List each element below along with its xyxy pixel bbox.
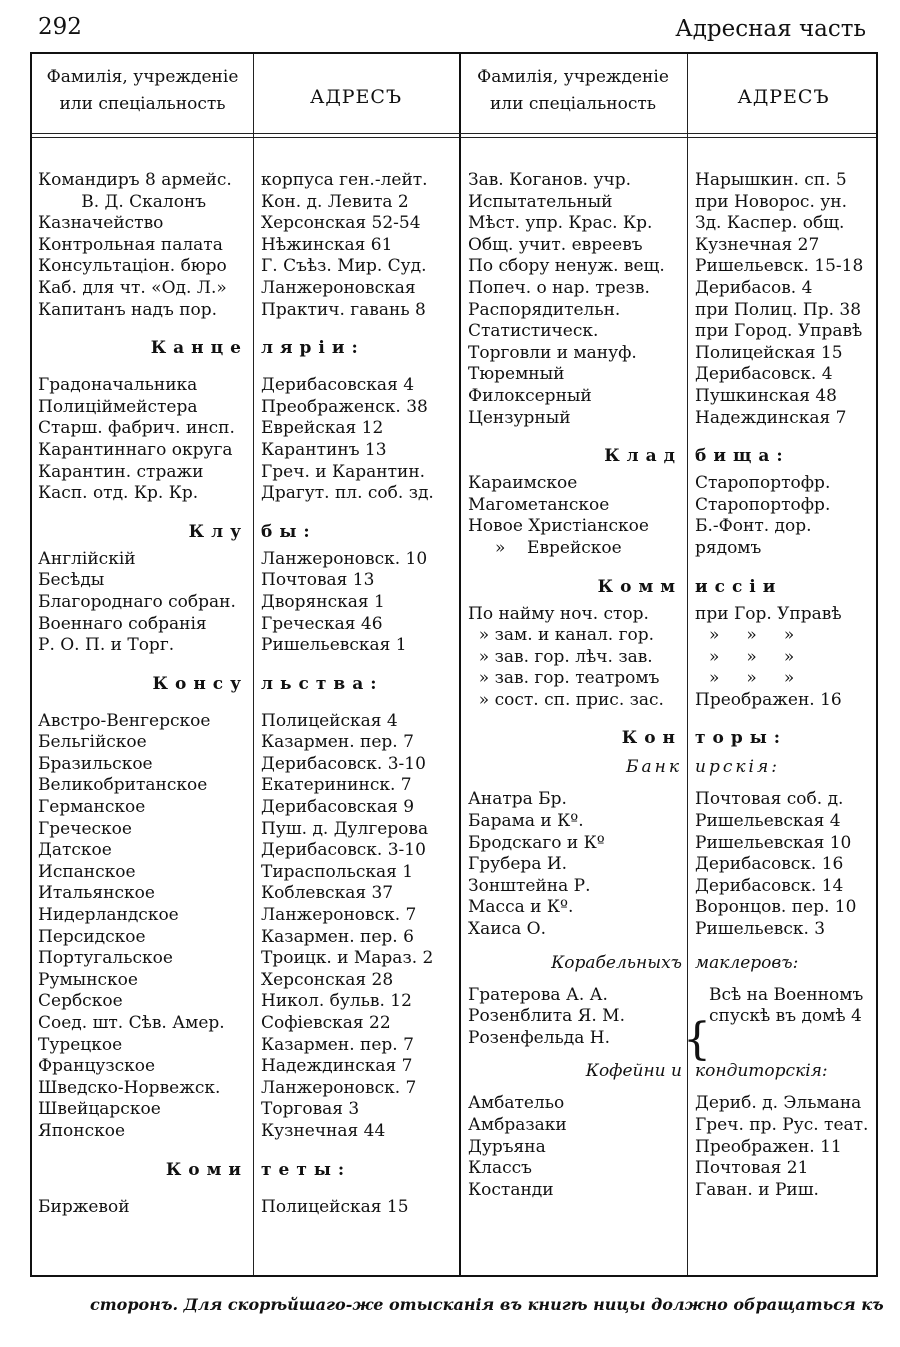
entry-name: Цензурный xyxy=(468,407,571,428)
entry-address: Преображен. 11 xyxy=(695,1136,842,1157)
entry-address: Надеждинская 7 xyxy=(261,1056,413,1077)
entry-address: Драгут. пл. соб. зд. xyxy=(261,483,434,504)
entry-address: Пуш. д. Дулгерова xyxy=(261,818,429,839)
subsection-heading: Кофейни и xyxy=(585,1061,682,1082)
entry-address: Старопортофр. xyxy=(695,473,831,494)
entry-name: Амбразаки xyxy=(468,1115,567,1135)
section-heading: торы: xyxy=(695,728,788,749)
section-heading: иссіи xyxy=(695,576,783,597)
entry-address: Ришельевск. 3 xyxy=(695,919,826,940)
entry-address: Ришельевская 1 xyxy=(261,635,407,656)
name-column-header: Фамилія, учрежденіе или спеціальность xyxy=(477,67,669,114)
section-heading: ляріи: xyxy=(261,338,365,359)
entry-address: Ришельевская 10 xyxy=(695,832,852,853)
entry-name: Англійскій xyxy=(38,548,136,569)
section-heading: Канце xyxy=(150,338,248,359)
grouping-brace: { xyxy=(683,1014,711,1065)
entry-address: Дерибасовск. 4 xyxy=(695,364,833,385)
entry-name: Караимское xyxy=(468,473,578,494)
entry-address: Ланжероновск. 7 xyxy=(261,1077,417,1098)
address-column-header: АДРЕСЪ xyxy=(737,86,830,108)
entry-name: Биржевой xyxy=(38,1196,130,1217)
entry-name: По сбору ненуж. вещ. xyxy=(468,256,665,277)
entry-address: Софіевская 22 xyxy=(261,1013,391,1033)
entry-address: Б.-Фонт. дор. xyxy=(695,516,812,537)
entry-address: Полицейская 15 xyxy=(261,1196,409,1217)
entry-name: Испанское xyxy=(38,861,136,882)
entry-name: Классъ xyxy=(468,1158,532,1179)
entry-address: Почтовая соб. д. xyxy=(695,789,844,810)
entry-address: Кузнечная 27 xyxy=(695,234,820,255)
entry-name: Статистическ. xyxy=(468,321,599,342)
subsection-heading: Корабельныхъ xyxy=(551,952,682,973)
entry-address: Почтовая 21 xyxy=(695,1158,809,1179)
entry-name: В. Д. Скалонъ xyxy=(38,191,207,212)
entry-name: Филоксерный xyxy=(468,385,592,406)
entry-name: Греческое xyxy=(38,818,132,839)
section-heading: бы: xyxy=(261,521,317,542)
entry-address: » » » xyxy=(709,646,795,667)
entry-address: Преображен. 16 xyxy=(695,689,842,710)
entry-name: Карантин. стражи xyxy=(38,461,204,482)
entry-name: Казначейство xyxy=(38,213,164,234)
section-heading: Консу xyxy=(152,673,248,694)
entry-name: Розенблита Я. М. xyxy=(468,1006,625,1027)
entry-name: Барама и Кº. xyxy=(468,811,584,832)
center-divider xyxy=(459,54,461,1275)
entry-name: Капитанъ надъ пор. xyxy=(38,299,218,320)
entry-address: спускѣ въ домѣ 4 xyxy=(709,1006,862,1027)
entry-address: Дерибасовская 4 xyxy=(261,375,415,396)
entry-name: Датское xyxy=(38,840,112,861)
entry-address: Дерибасов. 4 xyxy=(695,277,813,298)
section-heading: Кон xyxy=(621,728,682,749)
entry-address: Казармен. пер. 7 xyxy=(261,1034,414,1055)
entry-address: Гаван. и Риш. xyxy=(695,1179,819,1200)
entry-name: » зав. гор. лѣч. зав. xyxy=(468,646,653,667)
entry-name: Новое Христіанское xyxy=(468,516,649,537)
entry-address: Ришельевская 4 xyxy=(695,811,841,832)
entry-name: Касп. отд. Кр. Кр. xyxy=(38,483,199,504)
entry-name: Японское xyxy=(38,1120,126,1141)
entry-name: Каб. для чт. «Од. Л.» xyxy=(38,277,227,298)
entry-name: Гратерова А. А. xyxy=(468,984,608,1005)
entry-address xyxy=(695,1028,877,1050)
entry-address: Всѣ на Военномъ xyxy=(709,984,864,1005)
entry-address: Торговая 3 xyxy=(261,1099,360,1120)
entry-name: Сербское xyxy=(38,991,123,1012)
entry-name: Шведско-Норвежск. xyxy=(38,1077,221,1098)
subsection-heading: ирскія: xyxy=(695,757,780,778)
entry-address: Тираспольская 1 xyxy=(261,861,414,882)
entry-address: при Новорос. ун. xyxy=(695,191,847,212)
entry-address: Пушкинская 48 xyxy=(695,385,837,406)
entry-name: Зав. Коганов. учр. xyxy=(468,170,632,190)
left-names-column xyxy=(38,170,248,1218)
entry-address: рядомъ xyxy=(695,537,762,558)
entry-name: Р. О. П. и Торг. xyxy=(38,635,175,656)
column-divider xyxy=(687,54,688,1275)
directory-table xyxy=(30,52,878,1277)
entry-name: Попеч. о нар. трезв. xyxy=(468,277,650,298)
entry-name: Бродскаго и Кº xyxy=(468,832,605,853)
section-heading: Коми xyxy=(165,1159,248,1180)
entry-name: Розенфельда Н. xyxy=(468,1027,610,1048)
entry-address: Дерибасовск. 3-10 xyxy=(261,840,426,861)
entry-name: Амбательо xyxy=(468,1093,565,1114)
section-heading: Комм xyxy=(597,576,682,597)
entry-name: Общ. учит. евреевъ xyxy=(468,234,643,255)
left-address-column xyxy=(261,170,457,1218)
entry-name: Градоначальника xyxy=(38,375,198,396)
entry-name: Итальянское xyxy=(38,883,155,904)
entry-name: Хаиса О. xyxy=(468,919,546,940)
entry-address: Карантинъ 13 xyxy=(261,439,387,460)
entry-address: Дерибасовск. 3-10 xyxy=(261,753,426,774)
entry-address: Надеждинская 7 xyxy=(695,407,847,428)
entry-name: Нидерландское xyxy=(38,905,179,926)
subsection-heading: кондиторскія: xyxy=(695,1061,828,1082)
entry-name: Австро-Венгерское xyxy=(38,710,211,731)
section-heading: Клад xyxy=(604,446,682,467)
section-heading: Клу xyxy=(188,521,248,542)
entry-address: Нарышкин. сп. 5 xyxy=(695,170,847,190)
entry-address: » » » xyxy=(709,625,795,646)
column-divider xyxy=(253,54,254,1275)
entry-name: » зав. гор. театромъ xyxy=(468,668,660,689)
entry-address: Нѣжинская 61 xyxy=(261,234,393,255)
entry-name: Старш. фабрич. инсп. xyxy=(38,418,235,439)
entry-name: Военнаго собранія xyxy=(38,613,207,634)
running-title: Адресная часть xyxy=(675,16,866,42)
entry-address: корпуса ген.-лейт. xyxy=(261,170,428,190)
entry-name: Испытательный xyxy=(468,191,613,212)
entry-address: Ланжероновск. 10 xyxy=(261,548,428,569)
entry-name: Грубера И. xyxy=(468,854,568,875)
entry-address: Дерибасовск. 16 xyxy=(695,854,844,875)
entry-address: Дерибасовская 9 xyxy=(261,797,415,818)
entry-name: Костанди xyxy=(468,1179,554,1200)
entry-address: Херсонская 28 xyxy=(261,969,394,990)
entry-name: Румынское xyxy=(38,969,138,990)
entry-address: Кузнечная 44 xyxy=(261,1120,386,1141)
entry-name: Турецкое xyxy=(38,1034,123,1055)
entry-address: Греч. пр. Рус. теат. xyxy=(695,1115,869,1135)
entry-address: Коблевская 37 xyxy=(261,883,394,904)
entry-address: Ланжероновская xyxy=(261,277,416,298)
entry-address: Кон. д. Левита 2 xyxy=(261,191,409,212)
entry-name: Великобританское xyxy=(38,775,208,796)
section-heading: бища: xyxy=(695,446,790,467)
entry-address: Преображенск. 38 xyxy=(261,396,428,417)
entry-name: Швейцарское xyxy=(38,1099,161,1120)
entry-address: Полицейская 4 xyxy=(261,710,398,731)
entry-name: Бесѣды xyxy=(38,570,105,591)
entry-name: Мѣст. упр. Крас. Кр. xyxy=(468,213,653,234)
entry-address: Казармен. пер. 6 xyxy=(261,926,414,947)
entry-address: Почтовая 13 xyxy=(261,570,375,591)
entry-name: Тюремный xyxy=(468,364,565,385)
header-rule xyxy=(32,133,876,134)
address-column-header: АДРЕСЪ xyxy=(309,86,403,108)
entry-name: Бразильское xyxy=(38,753,153,774)
entry-address: Никол. бульв. 12 xyxy=(261,991,412,1012)
entry-address: Ланжероновск. 7 xyxy=(261,905,417,926)
subsection-heading: Банк xyxy=(626,757,682,778)
entry-address: Дворянская 1 xyxy=(261,591,385,612)
entry-name: Магометанское xyxy=(468,494,610,515)
footer-text: сторонъ. Для скорѣйшаго-же отысканія въ книгѣ ницы должно обращаться къ xyxy=(90,1295,884,1314)
entry-address: при Гор. Управѣ xyxy=(695,603,842,624)
page-number: 292 xyxy=(38,14,82,40)
entry-address: Старопортофр. xyxy=(695,494,831,515)
entry-address: Еврейская 12 xyxy=(261,418,384,439)
entry-address: Троицк. и Мараз. 2 xyxy=(261,948,434,969)
entry-address: » » » xyxy=(709,668,795,689)
entry-name: Германское xyxy=(38,797,146,818)
entry-name: Дуръяна xyxy=(468,1136,546,1157)
entry-address: Ришельевск. 15-18 xyxy=(695,256,864,277)
entry-name: Персидское xyxy=(38,926,146,947)
subsection-heading: маклеровъ: xyxy=(695,952,799,973)
entry-name: Анатра Бр. xyxy=(468,789,567,810)
entry-address: Греческая 46 xyxy=(261,613,383,634)
entry-name: » Еврейское xyxy=(468,537,622,558)
entry-address: Екатерининск. 7 xyxy=(261,775,412,796)
entry-address: Полицейская 15 xyxy=(695,342,843,363)
entry-name: Португальское xyxy=(38,948,173,969)
entry-address: Воронцов. пер. 10 xyxy=(695,897,857,918)
entry-name: Французское xyxy=(38,1056,156,1077)
right-names-column xyxy=(468,170,682,1201)
section-heading: льства: xyxy=(261,673,384,694)
entry-name: Распорядительн. xyxy=(468,299,621,320)
name-column-header: Фамилія, учрежденіе или спеціальность xyxy=(46,67,239,114)
entry-address: при Полиц. Пр. 38 xyxy=(695,299,862,320)
entry-name: Зонштейна Р. xyxy=(468,875,591,896)
header-rule xyxy=(32,137,876,138)
entry-address: Херсонская 52-54 xyxy=(261,213,421,234)
entry-address: Г. Съѣз. Мир. Суд. xyxy=(261,256,427,277)
entry-name: Масса и Кº. xyxy=(468,897,574,918)
entry-name: Контрольная палата xyxy=(38,234,223,255)
entry-address: Дерибасовск. 14 xyxy=(695,875,844,896)
entry-name: Консультаціон. бюро xyxy=(38,256,227,277)
section-heading: теты: xyxy=(261,1159,352,1180)
entry-address: Зд. Каспер. общ. xyxy=(695,213,845,234)
right-address-column xyxy=(695,170,877,1201)
entry-name: Полиціймейстера xyxy=(38,396,198,417)
entry-name: Соед. шт. Сѣв. Амер. xyxy=(38,1013,225,1033)
entry-name: » зам. и канал. гор. xyxy=(468,625,655,646)
entry-name: По найму ноч. стор. xyxy=(468,603,649,624)
entry-address: Казармен. пер. 7 xyxy=(261,732,414,753)
entry-address: при Город. Управѣ xyxy=(695,321,863,342)
entry-name: Командиръ 8 армейс. xyxy=(38,170,232,190)
entry-name: Карантиннаго округа xyxy=(38,439,233,460)
entry-name: Благороднаго собран. xyxy=(38,591,236,612)
entry-name: Бельгійское xyxy=(38,732,147,753)
entry-address: Практич. гавань 8 xyxy=(261,299,426,320)
entry-name: Торговли и мануф. xyxy=(468,342,637,363)
entry-name: » сост. сп. прис. зас. xyxy=(468,689,664,710)
entry-address: Дериб. д. Эльмана xyxy=(695,1093,862,1114)
entry-address: Греч. и Карантин. xyxy=(261,461,426,482)
